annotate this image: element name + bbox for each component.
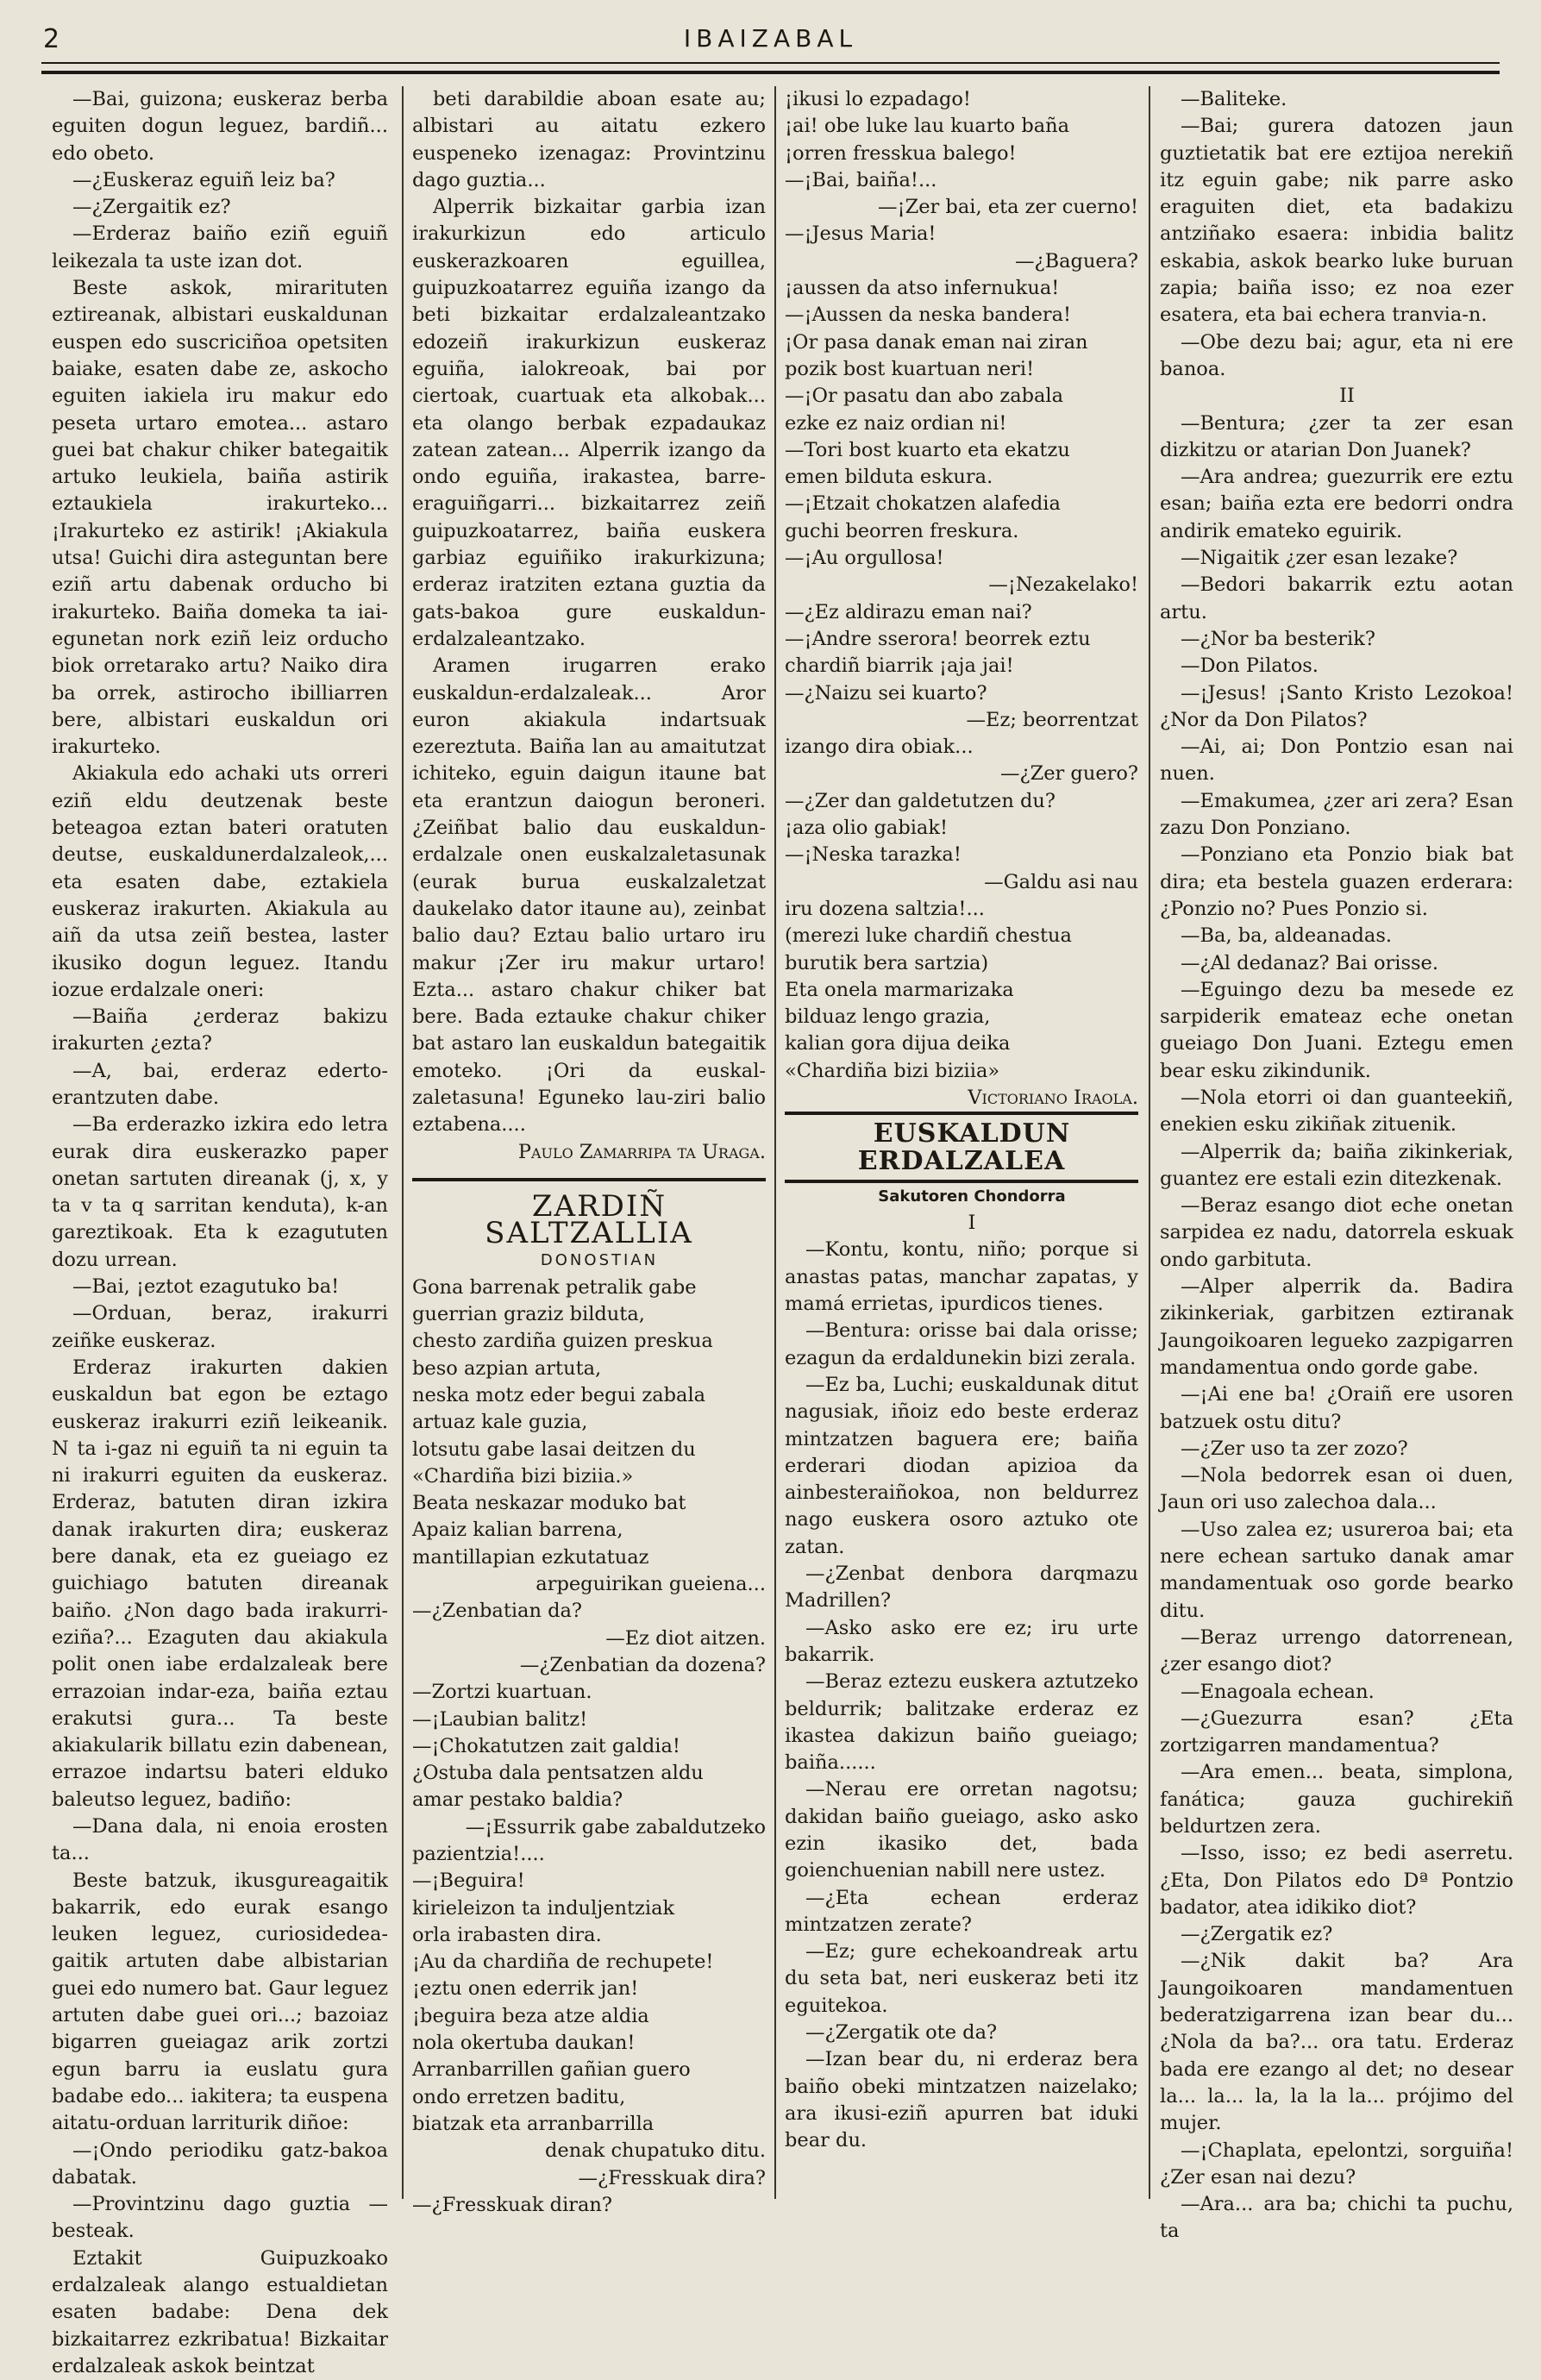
paragraph: —Emakumea, ¿zer ari zera? Esan zazu Don Ponziano. — [1160, 789, 1513, 840]
poem-line: kirieleizon ta induljentziak — [412, 1896, 675, 1920]
paragraph: —Baliteke. — [1181, 88, 1287, 110]
poem-line: —¿Zer guero? — [1000, 762, 1138, 786]
paragraph: —Alperrik da; baiña zikinkeriak, guantez ere estali ezin ditezkenak. — [1160, 1140, 1513, 1190]
poem-line: lotsutu gabe lasai deitzen du — [412, 1437, 696, 1461]
paragraph: —Ba erderazko izkira edo letra eurak dira euskerazko paper onetan sartuten direanak (j, x, y ta v ta q sarritan kenduta), k-an gareztikoak. Eta k ezagututen dozu urrean. — [52, 1113, 388, 1271]
paragraph: —Ba, ba, aldeanadas. — [1181, 924, 1393, 948]
paragraph: —¿Zergatik ote da? — [805, 2021, 998, 2045]
paragraph: —Isso, isso; ez bedi aserretu. ¿Eta, Don Pilatos edo Dª Pontzio badator, atea idikiko diot? — [1160, 1842, 1513, 1919]
poem-line: «Chardiña bizi biziia» — [785, 1059, 1000, 1082]
column-2 — [412, 86, 766, 2216]
paragraph: —Obe dezu bai; agur, eta ni ere banoa. — [1160, 330, 1513, 380]
section-number: II — [1339, 385, 1355, 408]
paragraph: —Izan bear du, ni erderaz bera baiño obeki mintzatzen naizelako; ara ikusi-eziñ apurren bat iduki bear du. — [785, 2048, 1138, 2152]
paragraph: —Beraz esango diot eche onetan sarpidea ez nadu, datorrela eskuak ondo garbituta. — [1160, 1194, 1513, 1271]
poem-line: «Chardiña bizi biziia.» — [412, 1464, 634, 1488]
poem-line: ¡beguira beza atze aldia — [412, 2004, 649, 2027]
poem-line: artuaz kale guzia, — [412, 1411, 588, 1434]
column-divider — [402, 86, 404, 2199]
poem-line: ¡ikusi lo ezpadago! — [785, 88, 971, 110]
masthead-title: IBAIZABAL — [683, 24, 858, 53]
paragraph: —¡Jesus! ¡Santo Kristo Lezokoa! ¿Nor da Don Pilatos? — [1160, 681, 1513, 731]
paragraph: —¿Zergatik ez? — [1181, 1923, 1333, 1946]
poem-line: —¡Jesus Maria! — [785, 222, 937, 246]
poem-line: ¡aza olio gabiak! — [785, 817, 949, 840]
poem-line: —¡Laubian balitz! — [412, 1707, 588, 1731]
paragraph: —Nigaitik ¿zer esan lezake? — [1181, 547, 1458, 570]
poem-line: ¡aussen da atso infernukua! — [785, 277, 1060, 300]
paragraph: —Ara andrea; guezurrik ere eztu esan; baiña ezta ere bedorri ondra andirik emateko eguirik. — [1160, 466, 1513, 542]
paragraph: —Baiña ¿erderaz bakizu irakurten ¿ezta? — [52, 1005, 388, 1055]
poem-line: —¡Au orgullosa! — [785, 547, 944, 570]
poem-line: —¿Zer dan galdetutzen du? — [785, 789, 1056, 812]
page-number: 2 — [43, 24, 60, 54]
paragraph: —Beraz urrengo datorrenean, ¿zer esango diot? — [1160, 1625, 1513, 1676]
paragraph: Alperrik bizkaitar garbia izan irakurkizun edo articulo euskerazkoaren eguillea, guipuzkoatarrez eguiña izango da beti bizkaitar erdalzaleantzako edozeiñ irakurkizun euskeraz eguiña, ialokreoak, bai por ciertoak, cuartuak eta alkobak... eta olango berbak ezpadaukaz zatean zatean... Alperrik izango da ondo eguiña, irakastea, barre-eraguiñgarri... bizkaitarrez zeiñ guipuzkoatarrez, baiña euskera garbiaz eguiñiko irakurkizuna; erderaz iratziten eztana guztia da gats-bakoa gure euskaldun-erdalzaleantzako. — [412, 196, 766, 650]
poem-line: kalian gora dijua deika — [785, 1032, 1011, 1055]
poem-line: —¡Bai, baiña!... — [785, 168, 937, 191]
paragraph: Erderaz irakurten dakien euskaldun bat egon be eztago euskeraz irakurri eziñ leikeanik. N ta i-gaz ni eguiñ ta ni eguin ta ni irakurri eguiten da euskeraz. Erderaz, batuten diran izkira danak irakurten dira; euskeraz bere danak, eta ez gueiago ez guichiago batuten direanak baiño. ¿Non dago bada irakurri-eziña?... Ezaguten dau akiakula polit onen iabe erdalzaleak bere errazoian indar-eza, baiña eztau erakutsi gura... Ta beste akiakularik billatu ezin dabenean, errazoe indartsu bateri elduko baleutso leguez, badiño: — [52, 1356, 388, 1811]
poem-line: —Tori bost kuarto eta ekatzu — [785, 438, 1070, 461]
paragraph: —Ara emen... beata, simplona, fanática; gauza guchirekiñ beldurtzen zera. — [1160, 1761, 1513, 1838]
paragraph: —Dana dala, ni enoia erosten ta... — [52, 1815, 388, 1865]
poem-line: Eta onela marmarizaka — [785, 978, 1014, 1001]
paragraph: —Bai, ¡eztot ezagutuko ba! — [72, 1275, 340, 1299]
paragraph: —¿Euskeraz eguiñ leiz ba? — [72, 168, 335, 191]
poem-line: —¿Baguera? — [1015, 249, 1138, 272]
poem-line: —¿Naizu sei kuarto? — [785, 681, 987, 705]
poem-line: ¡eztu onen ederrik jan! — [412, 1977, 639, 2001]
poem-line: —¡Zer bai, eta zer cuerno! — [878, 196, 1138, 219]
poem-line: chardiñ biarrik ¡aja jai! — [785, 654, 1014, 678]
paragraph: —Bedori bakarrik eztu aotan artu. — [1160, 573, 1513, 623]
paragraph: —Ai, ai; Don Pontzio esan nai nuen. — [1160, 736, 1513, 786]
article-subtitle: Sakutoren Chondorra — [878, 1187, 1066, 1206]
paragraph: beti darabildie aboan esate au; albistari au aitatu ezkero euspeneko izenagaz: Provintzinu dago guztia... — [412, 88, 766, 191]
poem-line: —¿Ez aldirazu eman nai? — [785, 600, 1032, 623]
poem-subtitle: DONOSTIAN — [540, 1251, 659, 1270]
paragraph: —Orduan, beraz, irakurri zeiñke euskeraz. — [52, 1302, 388, 1352]
poem-line: —Ez diot aitzen. — [605, 1626, 766, 1650]
poem-line: ¡Or pasa danak eman nai ziran — [785, 330, 1088, 354]
paragraph: —Bai, guizona; euskeraz berba eguiten dogun leguez, bardiñ... edo obeto. — [52, 88, 388, 165]
paragraph: —¿Guezurra esan? ¿Eta zortzigarren mandamentua? — [1160, 1707, 1513, 1757]
poem-line: —¡Or pasatu dan abo zabala — [785, 385, 1064, 408]
paragraph: —Eguingo dezu ba mesede ez sarpiderik emateaz eche onetan gueiago Don Juani. Eztegu emen bear esku zikindunik. — [1160, 978, 1513, 1082]
poem-line: arpeguirikan gueiena... — [536, 1573, 766, 1596]
poem-line: guchi beorren freskura. — [785, 519, 1019, 542]
paragraph: —Ez ba, Luchi; euskaldunak ditut nagusiak, iñoiz edo beste erderaz mintzatzen baguera ere; baiña erderari diodan apizioa da ainbesteraiñokoa, non beldurrez nago euskera osoro aztuko ote zatan. — [785, 1373, 1138, 1558]
paragraph: —A, bai, erderaz ederto-erantzuten dabe. — [52, 1059, 388, 1109]
poem-line: biatzak eta arranbarrilla — [412, 2112, 655, 2135]
paragraph: —¿Zer uso ta zer zozo? — [1181, 1437, 1408, 1460]
poem-line: burutik bera sartzia) — [785, 951, 989, 974]
paragraph: Beste batzuk, ikusgureagaitik bakarrik, edo eurak esango leuken leguez, curiosidedea-gaitik artuten dabe albistarian guei edo numero bat. Gaur leguez artuten dabe guei ori...; bazoiaz bigarren gueiagaz arik zortzi egun barru ia euslatu gura badabe edo... iakitera; ta euspena aitatu-orduan larriturik diñoe: — [52, 1869, 388, 2135]
poem-line: —¡Chokatutzen zait galdia! — [412, 1734, 680, 1757]
paragraph: —Nerau ere orretan nagotsu; dakidan baiño gueiago, asko asko ezin ikasiko det, bada goienchuenian nabill nere ustez. — [785, 1778, 1138, 1882]
poem-line: —Galdu asi nau — [984, 870, 1138, 893]
poem-line: —¡Andre sserora! beorrek eztu — [785, 627, 1091, 650]
column-4 — [1160, 86, 1513, 2243]
poem-line: Beata neskazar moduko bat — [412, 1492, 686, 1515]
paragraph: Aramen irugarren erako euskaldun-erdalzaleak... Aror euron akiakula indartsuak ezereztuta. Baiña lan au amaitutzat ichiteko, eguin daigun itaune bat eta erantzun daiogun beroneri. ¿Zeiñbat balio dau euskaldun-erdalzale onen euskalzaletasunak (eurak burua euskalzaletzat daukelako dator itaune au), zeinbat balio dau? Eztau balio urtaro iru makur ¡Zer iru makur urtaro! Ezta... astaro chakur chiker bat bere. Bada eztauke chakur chiker bat astaro lan euskaldun bategaitik emoteko. ¡Ori da euskal-zaletasuna! Eguneko lau-ziri balio eztabena.... — [412, 654, 766, 1137]
poem-line: —¿Fresskuak dira? — [578, 2166, 766, 2189]
paragraph: Eztakit Guipuzkoako erdalzaleak alango estualdietan esaten badabe: Dena dek bizkaitarrez ezkribatua! Bizkaitar erdalzaleak askok beintzat — [52, 2246, 388, 2377]
poem-line: beso azpian artuta, — [412, 1356, 602, 1380]
poem-line: (merezi luke chardiñ chestua — [785, 924, 1072, 948]
poem-line: Arranbarrillen gañian guero — [412, 2058, 691, 2082]
paragraph: —Nola bedorrek esan oi duen, Jaun ori uso zalechoa dala... — [1160, 1464, 1513, 1514]
poem-line: nola okertuba daukan! — [412, 2032, 636, 2055]
poem-line: —¡Neska tarazka! — [785, 843, 962, 867]
poem-line: Gona barrenak petralik gabe — [412, 1275, 697, 1299]
paragraph: —Erderaz baiño eziñ eguiñ leikezala ta uste izan dot. — [52, 222, 388, 272]
poem-line: —¡Beguira! — [412, 1870, 525, 1893]
poem-line: guerrian graziz bilduta, — [412, 1303, 645, 1326]
column-3 — [785, 86, 1138, 2208]
column-divider — [774, 86, 776, 2199]
poem-line: —¿Zenbatian da? — [412, 1600, 582, 1623]
paragraph: Beste askok, mirarituten eztireanak, albistari euskaldunan euspen edo suscriciñoa opetsiten baiake, esaten dabe ze, askocho eguiten iakiela iru makur edo peseta urtaro emotea... astaro guei bat chakur chiker bategaitik artuko leukiela, baiña astirik eztaukiela irakurteko... ¡Irakurteko ez astirik! ¡Akiakula utsa! Guichi dira asteguntan bere eziñ artu dabenak orducho bi irakurteko. Baiña domeka ta iai-egunetan nork eziñ leiz orducho biok orretarako artu? Naiko dira ba orrek, astirocho ibilliarren bere, albistari euskaldun ori irakurteko. — [52, 277, 388, 759]
paragraph: —Provintzinu dago guztia — besteak. — [52, 2193, 388, 2243]
poem-line: —Zortzi kuartuan. — [412, 1681, 592, 1704]
poem-line: izango dira obiak... — [785, 736, 974, 759]
poem-line: —¿Fresskuak diran? — [412, 2193, 612, 2216]
header-rule — [41, 62, 1500, 74]
paragraph: —¿Zergaitik ez? — [72, 196, 231, 219]
paragraph: —Ara... ara ba; chichi ta puchu, ta — [1160, 2193, 1513, 2243]
section-rule — [412, 1178, 766, 1181]
paragraph: —¡Ondo periodiku gatz-bakoa dabatak. — [52, 2139, 388, 2189]
poem-line: ¿Ostuba dala pentsatzen aldu — [412, 1762, 704, 1785]
poem-line: —¡Etzait chokatzen alafedia — [785, 492, 1061, 516]
poem-line: orla irabasten dira. — [412, 1923, 602, 1946]
paragraph: —Don Pilatos. — [1181, 654, 1319, 678]
paragraph: Akiakula edo achaki uts orreri eziñ eldu deutzenak beste beteagoa eztan bateri oratuten deutse, euskaldunerdalzaleok,... eta esaten dabe, eztakiela euskeraz irakurten. Akiakula au aiñ da utsa zeiñ bestea, laster ikusiko dogun leguez. Itandu iozue erdalzale oneri: — [52, 762, 388, 1001]
poem-line: —¡Aussen da neska bandera! — [785, 304, 1072, 327]
paragraph: —¿Eta echean erderaz mintzatzen zerate? — [785, 1886, 1138, 1936]
poem-line: denak chupatuko ditu. — [545, 2139, 766, 2163]
paragraph: —Bentura: orisse bai dala orisse; ezagun da erdaldunekin bizi zerala. — [785, 1319, 1138, 1369]
poem-line: ¡orren fresskua balego! — [785, 141, 1017, 165]
poem-line: ¡ai! obe luke lau kuarto baña — [785, 115, 1070, 138]
paragraph: —Alper alperrik da. Badira zikinkeriak, garbitzen eztiranak Jaungoikoaren legueko zazpigarren mandamentua ondo gorde gabe. — [1160, 1275, 1513, 1379]
paragraph: —Nola etorri oi dan guanteekiñ, enekien esku zikiñak zituenik. — [1160, 1086, 1513, 1137]
signature: Paulo Zamarripa ta Uraga. — [517, 1140, 766, 1163]
paragraph: —Asko asko ere ez; iru urte bakarrik. — [785, 1616, 1138, 1666]
paragraph: —Beraz eztezu euskera aztutzeko beldurrik; balitzake erderaz ez ikastea dakizun baiño gueiago; baiña...... — [785, 1670, 1138, 1775]
poem-line: pazientzia!.... — [412, 1843, 545, 1865]
paragraph: —Uso zalea ez; usureroa bai; eta nere echean sartuko danak amar mandamentuak oso gorde bearko ditu. — [1160, 1518, 1513, 1622]
poem-line: emen bilduta eskura. — [785, 466, 993, 489]
column-1 — [52, 86, 388, 2377]
poem-line: chesto zardiña guizen preskua — [412, 1330, 713, 1353]
paragraph: —Ponziano eta Ponzio biak bat dira; eta bestela guazen erderara: ¿Ponzio no? Pues Ponzio si. — [1160, 843, 1513, 920]
poem-line: iru dozena saltzia!... — [785, 897, 985, 920]
section-number: I — [968, 1212, 976, 1235]
poem-line: mantillapian ezkutatuaz — [412, 1545, 649, 1569]
paragraph: —¡Chaplata, epelontzi, sorguiña! ¿Zer esan nai dezu? — [1160, 2139, 1513, 2189]
paragraph: —Bentura; ¿zer ta zer esan dizkitzu or atarian Don Juanek? — [1160, 411, 1513, 461]
poem-line: Apaiz kalian barrena, — [412, 1519, 623, 1542]
paragraph: —Enagoala echean. — [1181, 1680, 1375, 1703]
paragraph: —¿Zenbat denbora darqmazu Madrillen? — [785, 1563, 1138, 1613]
poem-line: amar pestako baldia? — [412, 1788, 623, 1812]
poem-line: —¡Nezakelako! — [988, 573, 1138, 597]
poem-line: —Ez; beorrentzat — [966, 708, 1138, 731]
signature: Victoriano Iraola. — [968, 1086, 1138, 1109]
poem-line: —¿Zenbatian da dozena? — [519, 1653, 766, 1676]
poem-line: ondo erretzen baditu, — [412, 2085, 626, 2108]
poem-line: neska motz eder begui zabala — [412, 1383, 706, 1406]
poem-line: pozik bost kuartuan neri! — [785, 357, 1035, 380]
poem-line: bilduaz lengo grazia, — [785, 1005, 991, 1029]
paragraph: —¿Al dedanaz? Bai orisse. — [1181, 951, 1439, 974]
poem-line: —¡Essurrik gabe zabaldutzeko — [465, 1815, 766, 1838]
paragraph: —Kontu, kontu, niño; porque si anastas patas, manchar zapatas, y mamá errietas, ipurdicos tienes. — [785, 1238, 1138, 1316]
article-title: EUSKALDUN ERDALZALEA — [785, 1112, 1138, 1183]
poem-line: ezke ez naiz ordian ni! — [785, 411, 1007, 435]
poem-title: ZARDIÑ SALTZALLIA — [485, 1188, 693, 1251]
paragraph: —Bai; gurera datozen jaun guztietatik bat ere eztijoa nerekiñ itz eguin gabe; nik parre asko eraguiten diet, eta badakizu antziñako esaera: inbidia balitz eskabia, askok bearko luke buruan zapia; baiña isso; ez noa ezer esatera, eta bai echera tranvia-n. — [1160, 115, 1513, 327]
paragraph: —¡Ai ene ba! ¿Oraiñ ere usoren batzuek ostu ditu? — [1160, 1383, 1513, 1433]
paragraph: —Ez; gure echekoandreak artu du seta bat, neri euskeraz beti itz eguitekoa. — [785, 1940, 1138, 2017]
paragraph: —¿Nor ba besterik? — [1181, 627, 1375, 650]
column-divider — [1149, 86, 1150, 2199]
poem-line: ¡Au da chardiña de rechupete! — [412, 1951, 714, 1974]
paragraph: —¿Nik dakit ba? Ara Jaungoikoaren mandamentuen bederatzigarrena izan bear du... ¿Nola da ba?... ora tatu. Erderaz bada ere ezango al det; no desear la... la... la, la la la... prójimo del mujer. — [1160, 1950, 1513, 2135]
